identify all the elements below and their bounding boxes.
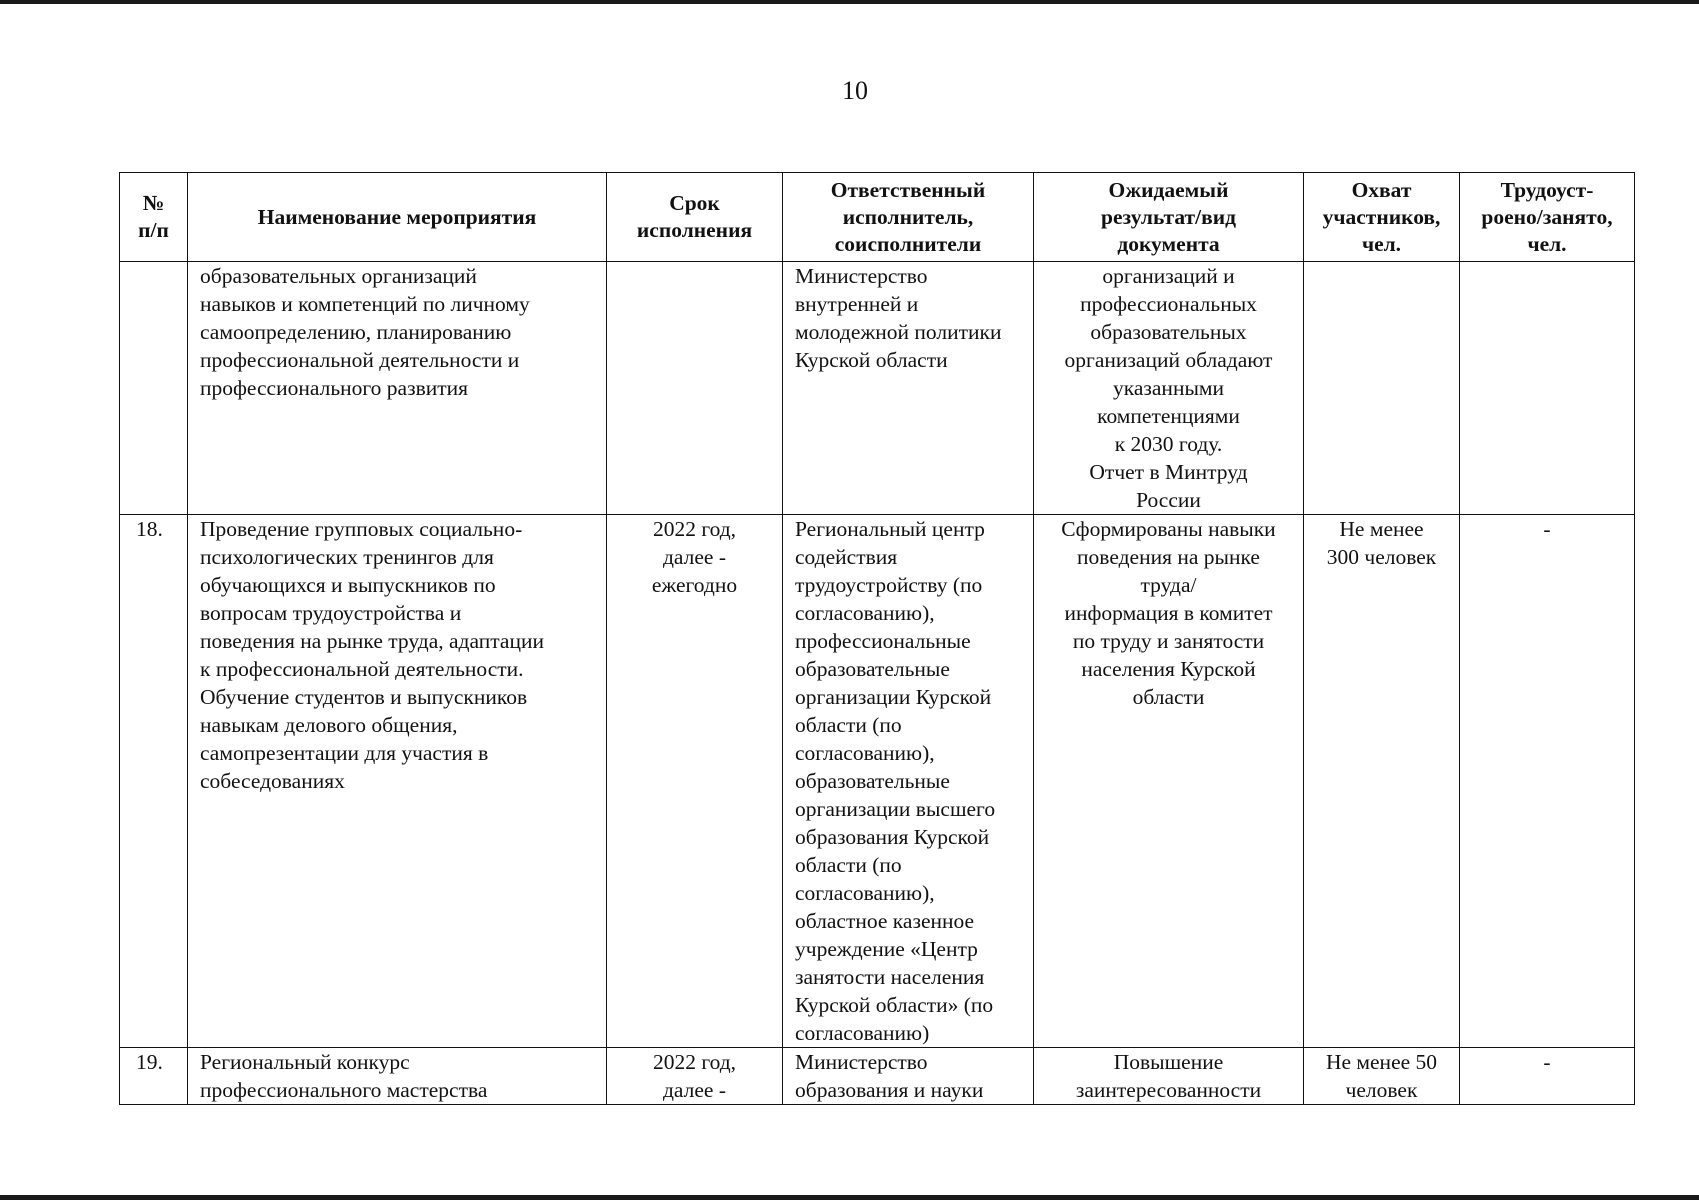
header-number: № п/п	[120, 173, 188, 262]
activities-table	[119, 172, 1635, 1105]
cell-responsible: Министерство внутренней и молодежной политики Курской области	[783, 262, 1034, 515]
cell-activity-name: Проведение групповых социально- психологических тренингов для обучающихся и выпускников по вопросам трудоустройства и поведения на рынке труда, адаптации к профессиональной деятельности. Обучение студентов и выпускников навыкам делового общения, самопрезентации для участия в собеседованиях	[188, 515, 607, 1048]
cell-number: 18.	[120, 515, 188, 1048]
table-row	[120, 262, 1635, 515]
cell-employed: -	[1460, 515, 1635, 1048]
header-activity-name: Наименование мероприятия	[188, 173, 607, 262]
cell-activity-name: образовательных организаций навыков и компетенций по личному самоопределению, планированию профессиональной деятельности и профессионального развития	[188, 262, 607, 515]
table-row	[120, 1048, 1635, 1105]
cell-coverage: Не менее 50 человек	[1304, 1048, 1460, 1105]
header-expected-result: Ожидаемый результат/вид документа	[1034, 173, 1304, 262]
cell-employed	[1460, 262, 1635, 515]
cell-term: 2022 год, далее - ежегодно	[607, 515, 783, 1048]
table-row	[120, 515, 1635, 1048]
header-coverage: Охват участников, чел.	[1304, 173, 1460, 262]
header-responsible: Ответственный исполнитель, соисполнители	[783, 173, 1034, 262]
cell-term	[607, 262, 783, 515]
cell-expected-result: Повышение заинтересованности	[1034, 1048, 1304, 1105]
cell-employed: -	[1460, 1048, 1635, 1105]
page-number: 10	[842, 76, 868, 105]
header-employed: Трудоуст- роено/занято, чел.	[1460, 173, 1635, 262]
cell-number	[120, 262, 188, 515]
cell-activity-name: Региональный конкурс профессионального мастерства	[188, 1048, 607, 1105]
cell-expected-result: Сформированы навыки поведения на рынке труда/ информация в комитет по труду и занятости населения Курской области	[1034, 515, 1304, 1048]
header-term: Срок исполнения	[607, 173, 783, 262]
cell-term: 2022 год, далее -	[607, 1048, 783, 1105]
cell-coverage	[1304, 262, 1460, 515]
cell-number: 19.	[120, 1048, 188, 1105]
table-header	[120, 173, 1635, 262]
cell-responsible: Региональный центр содействия трудоустройству (по согласованию), профессиональные образовательные организации Курской области (по согласованию), образовательные организации высшего образования Курской области (по согласованию), областное казенное учреждение «Центр занятости населения Курской области» (по согласованию)	[783, 515, 1034, 1048]
cell-responsible: Министерство образования и науки	[783, 1048, 1034, 1105]
cell-expected-result: организаций и профессиональных образовательных организаций обладают указанными компетенциями к 2030 году. Отчет в Минтруд России	[1034, 262, 1304, 515]
cell-coverage: Не менее 300 человек	[1304, 515, 1460, 1048]
